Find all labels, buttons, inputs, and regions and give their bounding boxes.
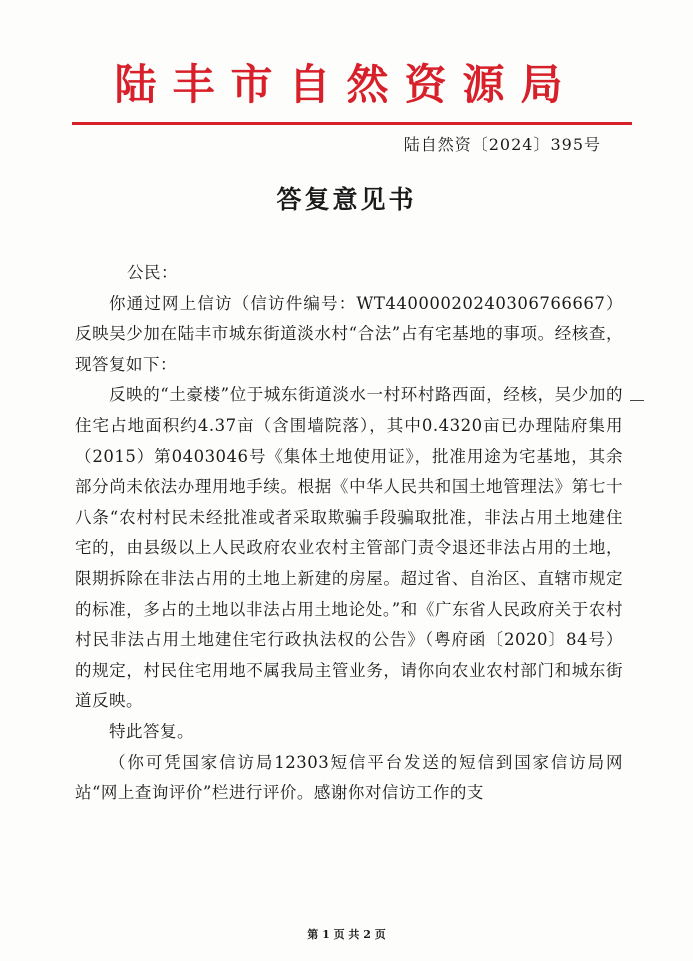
document-body [75, 258, 623, 809]
organization-letterhead: 陆丰市自然资源局 [114, 60, 579, 109]
paragraph-closing: 特此答复。 [109, 721, 194, 741]
salutation: 公民： [127, 263, 178, 282]
paragraph-intro: 你通过网上信访（信访件编号：WT44000020240306766667）反映吴少加在陆丰市城东街道淡水村“合法”占有宅基地的事项。经核查，现答复如下： [75, 293, 623, 374]
paragraph-evaluation-note: （你可凭国家信访局12303短信平台发送的短信到国家信访局网站“网上查询评价”栏进行评价。感谢你对信访工作的支 [75, 752, 623, 803]
document-number: 陆自然资〔2024〕395号 [403, 135, 601, 154]
document-title: 答复意见书 [276, 185, 417, 214]
paragraph-findings: 反映的“土豪楼”位于城东街道淡水一村环村路西面，经核，吴少加的住宅占地面积约4.37亩（含围墙院落），其中0.4320亩已办理陆府集用（2015）第0403046号《集体土地使用证》，批准用途为宅基地，其余部分尚未依法办理用地手续。根据《中华人民共和国土地管理法》第七十八条“农村村民未经批准或者采取欺骗手段骗取批准，非法占用土地建住宅的，由县级以上人民政府农业农村主管部门责令退还非法占用的土地，限期拆除在非法占用的土地上新建的房屋。超过省、自治区、直辖市规定的标准，多占的土地以非法占用土地论处。”和《广东省人民政府关于农村村民非法占用土地建住宅行政执法权的公告》（粤府函〔2020〕84号）的规定，村民住宅用地不属我局主管业务，请你向农业农村部门和城东街道反映。 [75, 385, 623, 711]
page-indicator: 第 1 页 共 2 页 [307, 928, 386, 941]
margin-mark [630, 400, 644, 401]
letterhead-red-rule [72, 122, 632, 125]
